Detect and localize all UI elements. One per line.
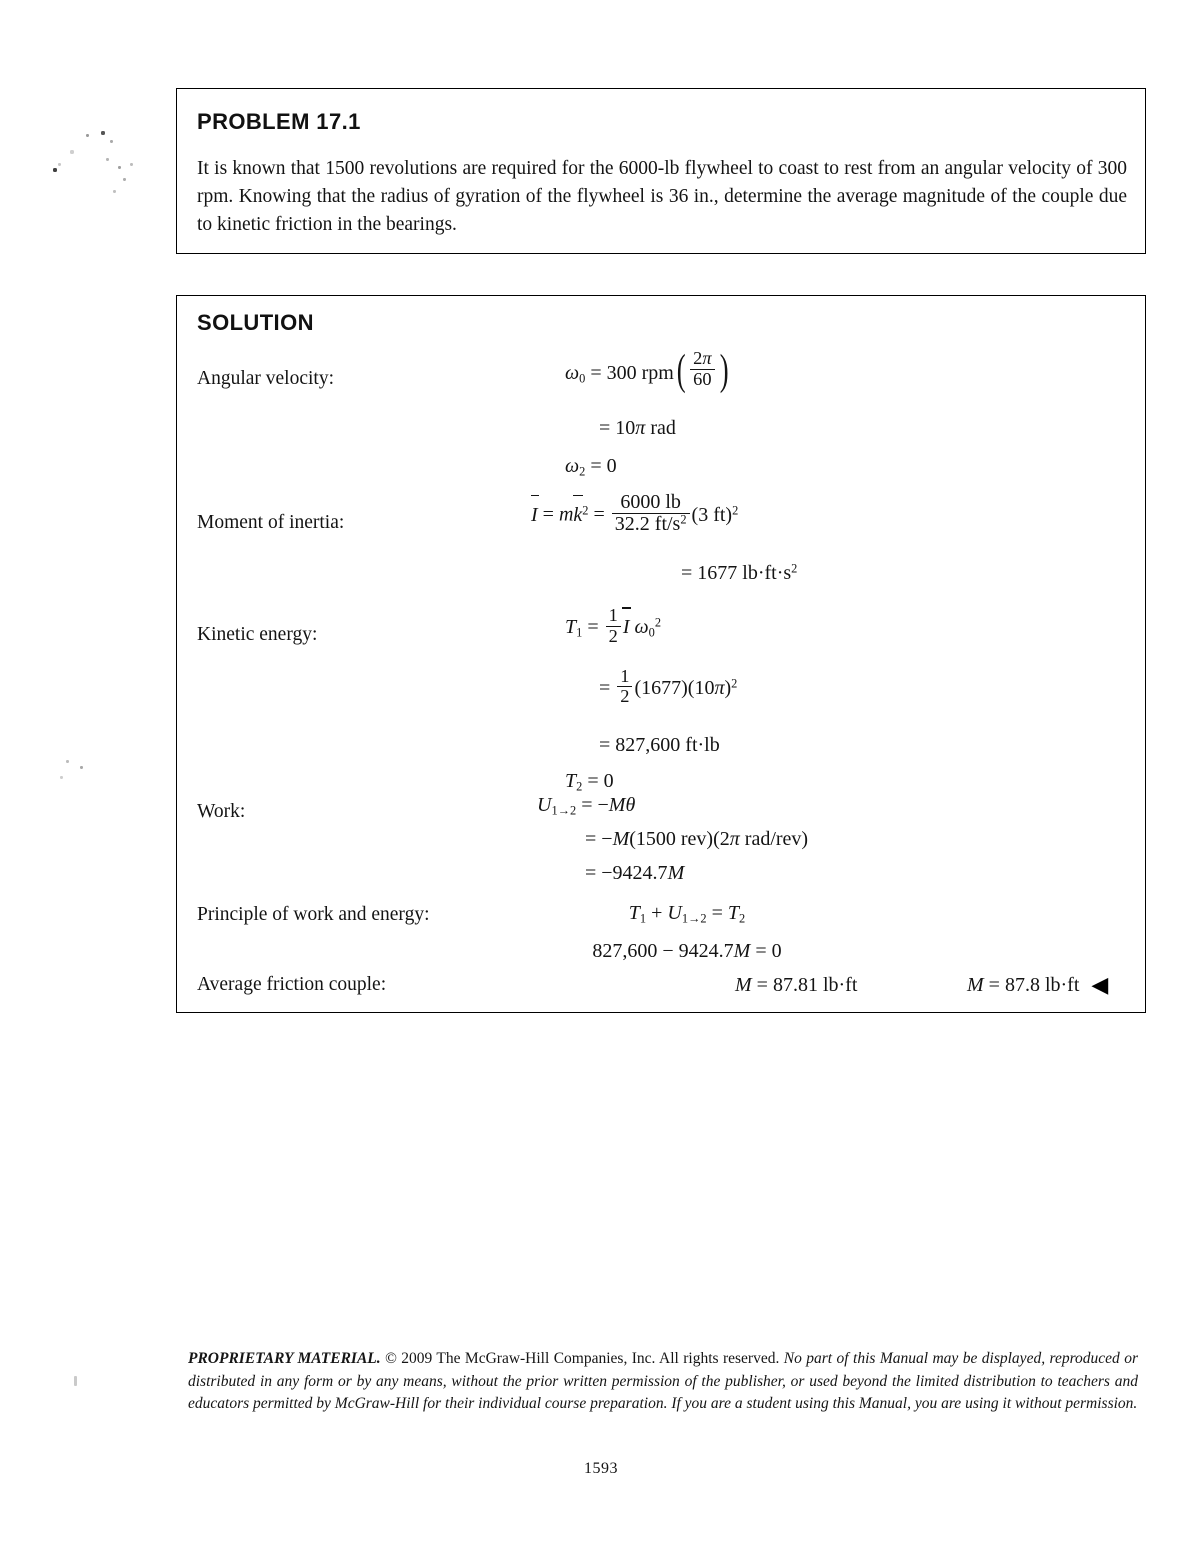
step-math-work — [537, 788, 808, 890]
final-answer — [967, 968, 1108, 1002]
step-label-moment-of-inertia: Moment of inertia: — [197, 512, 345, 533]
solution-box — [176, 295, 1146, 1013]
page-number: 1593 — [584, 1460, 618, 1477]
scan-artifact — [118, 166, 121, 169]
scan-artifact — [113, 190, 116, 193]
answer-arrow-icon: ◀ — [1091, 972, 1109, 997]
scan-artifact — [123, 178, 126, 181]
math-line: $T_1$ = $\frac{1}{2}$ I $\omega_0^2$ — [565, 604, 662, 646]
problem-box — [176, 88, 1146, 254]
math-line: $T_2 = 0$ — [565, 769, 614, 793]
math-line: M = 87.8 lb·ft ◀ — [967, 972, 1109, 997]
math-line: = −M(1500 rev)(2π rad/rev) — [585, 828, 809, 850]
math-line: $\omega_2 = 0$ — [565, 454, 617, 479]
footer-permission-text: No part of this Manual may be displayed, reproduced or distributed in any form or by any means, without the prior written permission of the publisher, or used beyond the limited distribution to teachers and educators permitted by McGraw-Hill for their individual course preparation. If you are a student using this Manual, you are using it without permission. — [188, 1350, 1139, 1412]
math-line: = $\frac{1}{2}$ $(1677)(10\pi)^2$ — [599, 665, 738, 707]
step-label-angular-velocity: Angular velocity: — [197, 368, 335, 389]
scan-artifact — [130, 163, 133, 166]
footer-copyright-line: © 2009 The McGraw-Hill Companies, Inc. All rights reserved. — [380, 1350, 784, 1367]
math-line: $\omega_0 = 300$ rpm( $\frac{2\pi}{60}$ ) — [565, 347, 729, 395]
math-line: $T_1 + U_{1\to 2} = T_2$ — [628, 902, 746, 926]
math-line: $U_{1\to 2} = -M\theta$ — [537, 794, 636, 818]
step-math-average-friction-couple — [735, 968, 857, 1002]
problem-title: PROBLEM 17.1 — [197, 109, 361, 134]
math-line: M = 87.81 lb·ft — [735, 974, 858, 996]
scan-artifact — [110, 140, 113, 143]
step-math-kinetic-energy — [565, 604, 738, 798]
math-line: $I = mk^2$ = $\frac{6000 lb}{32.2 ft/s^2}$ (3 ft)$^2$ — [531, 490, 739, 536]
math-line: = 827,600 ft·lb — [599, 733, 720, 756]
scan-artifact — [60, 776, 63, 779]
step-math-moment-of-inertia — [531, 490, 798, 590]
step-math-principle — [477, 896, 897, 968]
problem-statement: It is known that 1500 revolutions are required for the 6000-lb flywheel to coast to rest from an angular velocity of 300 rpm. Knowing that the radius of gyration of the flywheel is 36 in., determine the average magnitude of the couple due to kinetic friction in the bearings. — [197, 158, 1127, 235]
scan-artifact — [106, 158, 109, 161]
scan-artifact — [86, 134, 89, 137]
math-line: = 1677 $lb\cdot ft\cdot s^2$ — [681, 561, 798, 585]
step-label-principle-of-work-and-energy: Principle of work and energy: — [197, 904, 430, 925]
math-line: = −9424.7M — [585, 862, 685, 884]
math-line: = 10π rad — [599, 416, 676, 439]
scan-artifact — [53, 168, 57, 172]
math-line: 827,600 − 9424.7M = 0 — [592, 940, 782, 962]
scan-artifact — [58, 163, 61, 166]
footer-copyright-notice — [188, 1348, 1138, 1416]
scan-artifact — [74, 1376, 77, 1386]
solution-title: SOLUTION — [197, 310, 314, 335]
step-label-work: Work: — [197, 801, 246, 822]
solution-body — [177, 296, 1145, 1012]
step-math-angular-velocity — [565, 347, 731, 483]
scan-artifact — [70, 150, 74, 154]
step-label-average-friction-couple: Average friction couple: — [197, 974, 387, 995]
step-label-kinetic-energy: Kinetic energy: — [197, 624, 318, 645]
scan-artifact — [101, 131, 105, 135]
footer-proprietary-label: PROPRIETARY MATERIAL. — [188, 1350, 381, 1367]
scan-artifact — [66, 760, 69, 763]
scan-artifact — [80, 766, 83, 769]
